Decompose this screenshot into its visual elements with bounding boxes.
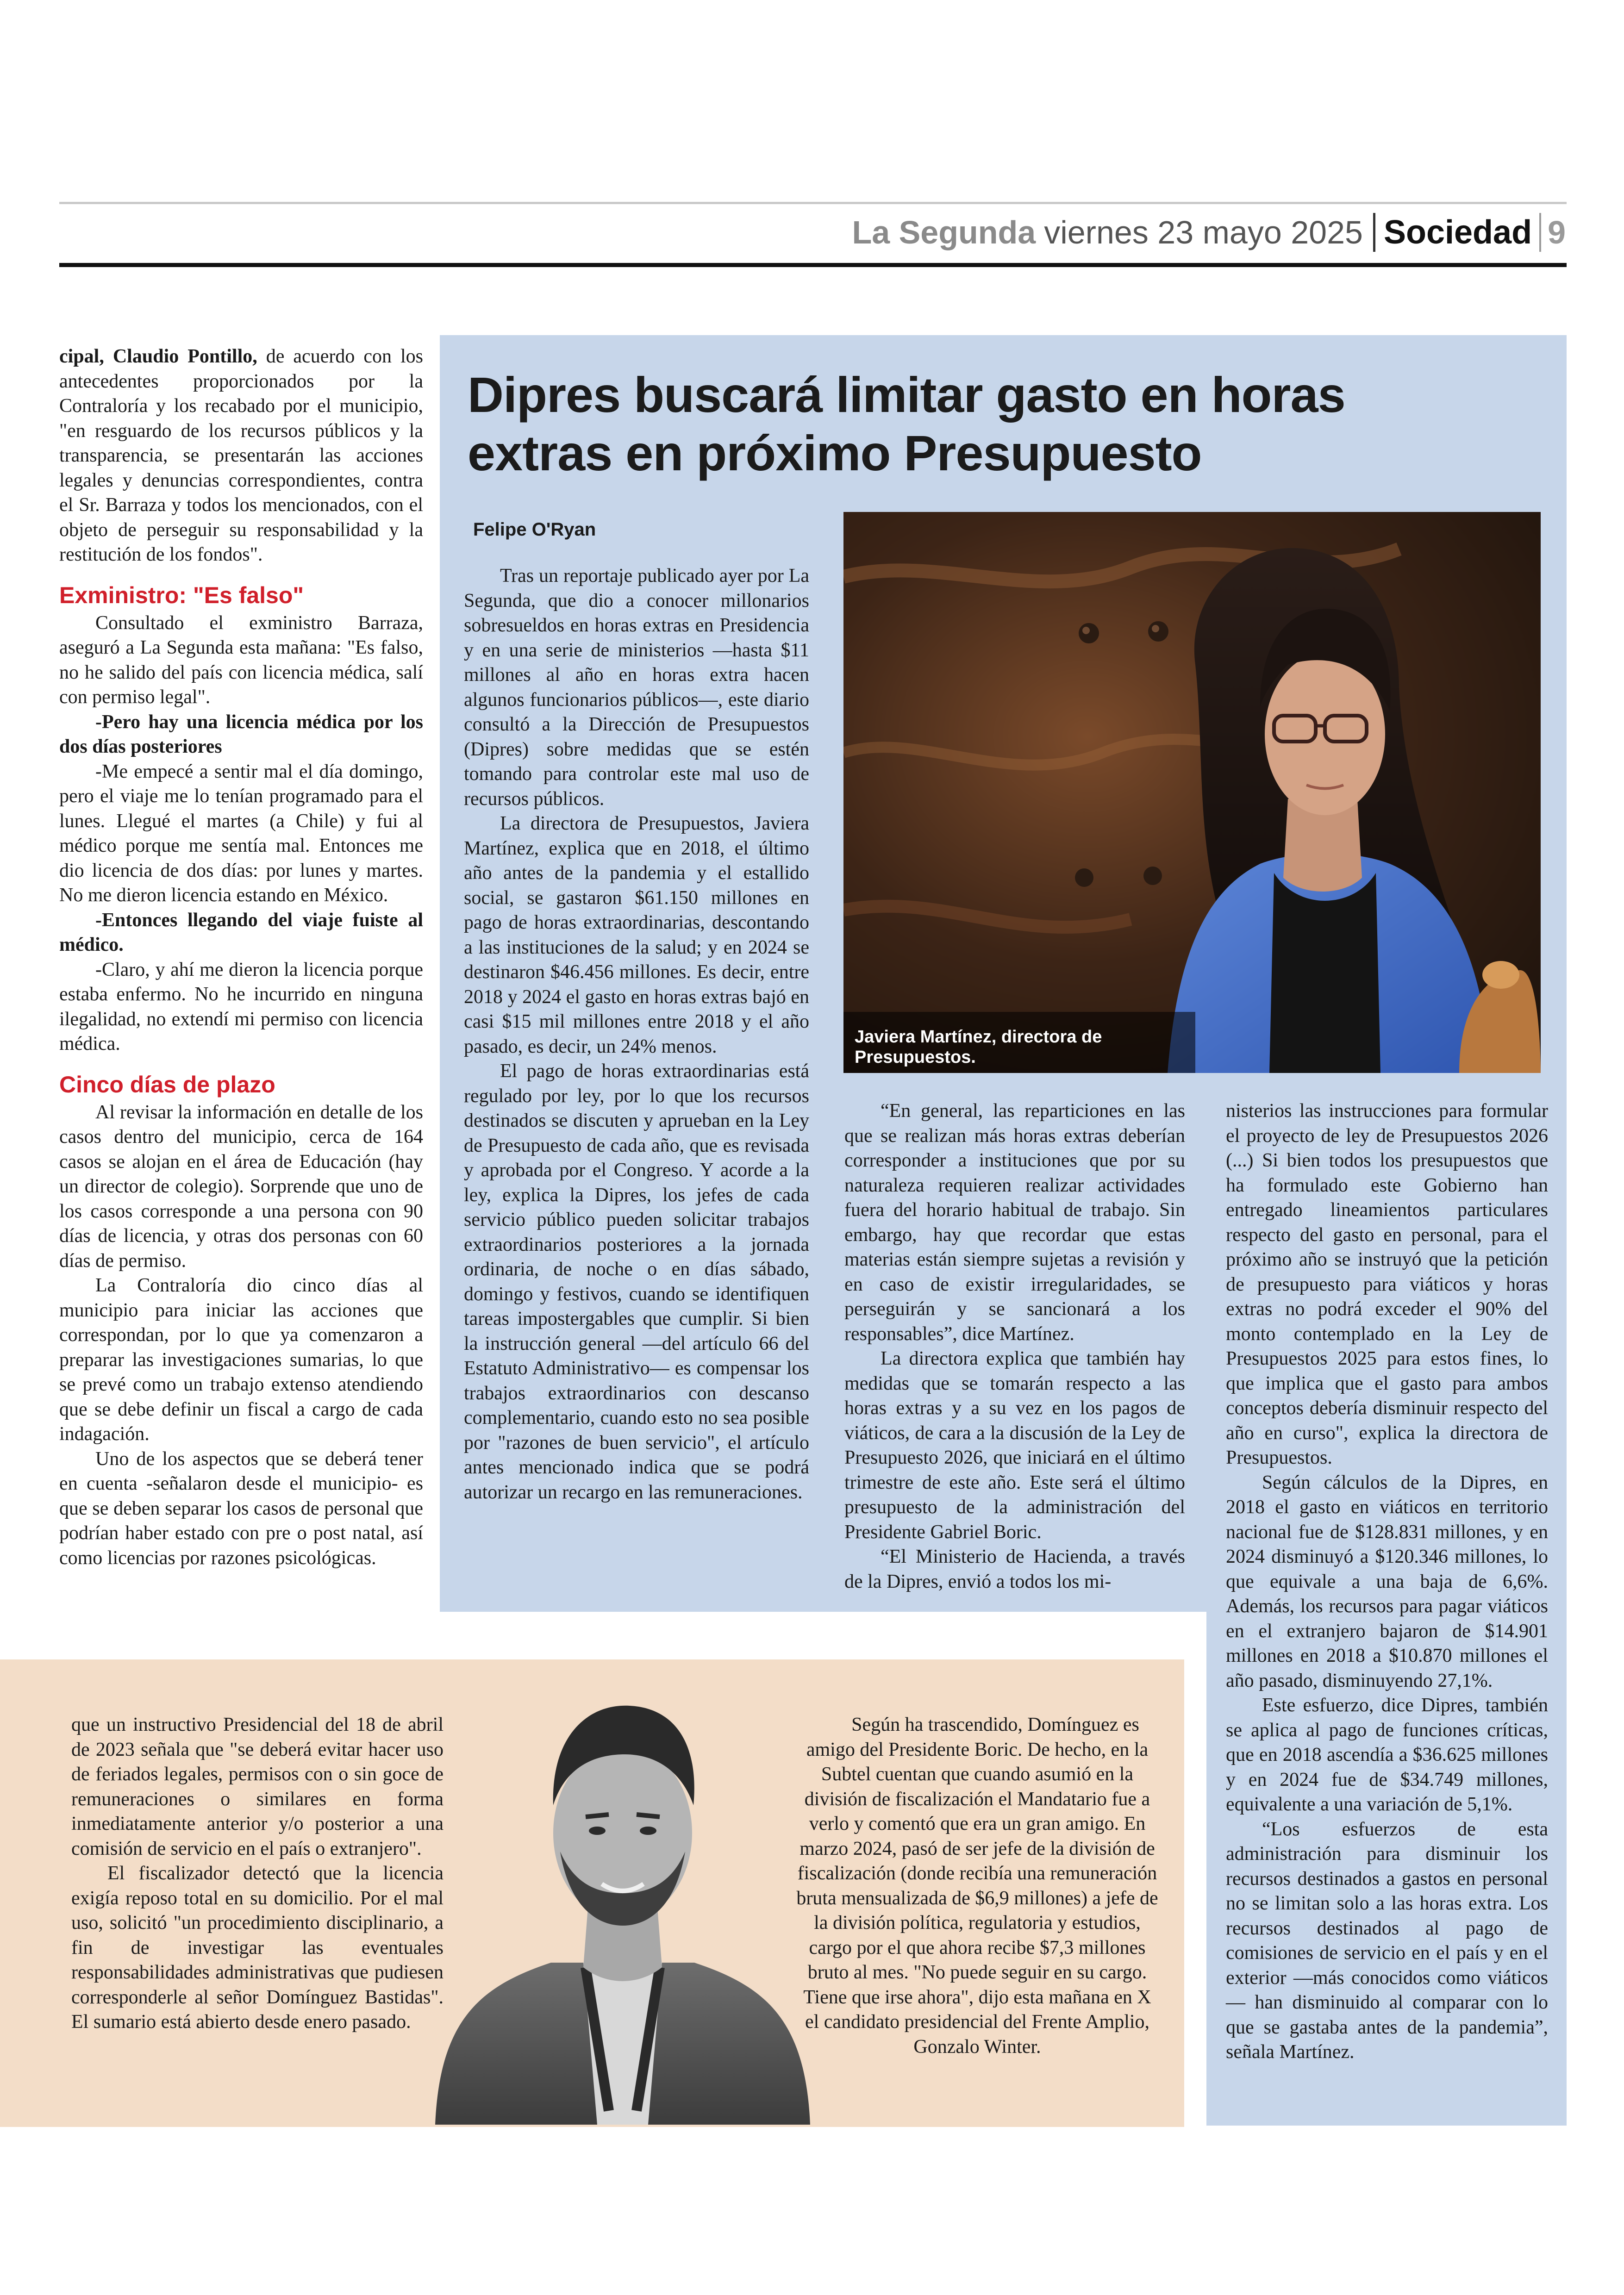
paragraph: El pago de horas extraordinarias está regulado por ley, por lo que los recursos destinados se discuten y aprueban en la Ley de Presupuesto de cada año, que es revisada y aprobada por el Congreso. Y acorde a la ley, explica la Dipres, los jefes de cada servicio público pueden solicitar trabajos extraordinarios posteriores a la jornada ordinaria, de noche o en días sábado, domingo y festivos, cuando se identifiquen tareas impostergables que cumplir. Si bien la instrucción general —del artículo 66 del Estatuto Administrativo— es compensar los trabajos extraordinarios con descanso complementario, cuando esto no sea posible por "razones de buen servicio", el artículo antes mencionado indica que se podrá autorizar un recargo en las remuneraciones.	[464, 1060, 809, 1503]
paragraph: Este esfuerzo, dice Dipres, también se aplica al pago de funciones críticas, que en 2018 ascendía a $36.625 millones y en 2024 fue de $34.749 millones, equivalente a una variación de 5,1%.	[1226, 1695, 1548, 1815]
article-column-3	[1226, 1099, 1548, 2065]
portrait-photo	[431, 1666, 815, 2125]
newspaper-name: La Segunda	[852, 214, 1036, 250]
photo-javiera-martinez	[843, 512, 1541, 1073]
related-story-left	[71, 1713, 443, 2035]
issue-date: viernes 23 mayo 2025	[1044, 214, 1363, 250]
byline: Felipe O'Ryan	[473, 519, 596, 540]
header-bottom-rule	[59, 263, 1567, 267]
paragraph: Consultado el exministro Barraza, aseguró a La Segunda esta mañana: "Es falso, no he salido del país con licencia médica, salí con permiso legal".	[59, 612, 423, 708]
left-column	[59, 344, 423, 1571]
paragraph: La directora explica que también hay medidas que se tomarán respecto a las horas extras y a su vez en los pagos de viáticos, de cara a la discusión de la Ley de Presupuesto 2026, que iniciará en el último trimestre de este año. Este será el último presupuesto de la administración del Presidente Gabriel Boric.	[844, 1348, 1185, 1543]
paragraph: Uno de los aspectos que se deberá tener en cuenta -señalaron desde el municipio- es que se deben separar los casos de personal que podrían haber estado con pre o post natal, así como licencias por razones psicológicas.	[59, 1448, 423, 1569]
related-story-right	[794, 1713, 1160, 2059]
intro-text: de acuerdo con los antecedentes proporcionados por la Contraloría y los recabado por el municipio, "en resguardo de los recursos públicos y la transparencia, se presentarán las acciones legales y denuncias correspondientes, contra el Sr. Barraza y todos los mencionados, con el objeto de perseguir su responsabilidad y la restitución de los fondos".	[59, 346, 423, 565]
header-divider-2	[1539, 213, 1541, 252]
subhead-exministro: Exministro: "Es falso"	[59, 582, 304, 608]
interview-answer: -Claro, y ahí me dieron la licencia porque estaba enfermo. No he incurrido en ninguna ilegalidad, no extendí mi permiso con licencia médica.	[59, 959, 423, 1054]
article-column-1	[464, 564, 809, 1505]
header-divider	[1373, 213, 1375, 252]
paragraph: que un instructivo Presidencial del 18 de abril de 2023 señala que "se deberá evitar hacer uso de feriados legales, permisos con o sin goce de remuneraciones o similares en forma inmediatamente anterior y/o posterior a una comisión de servicio en el país o extranjero".	[71, 1714, 443, 1859]
page-number: 9	[1548, 214, 1566, 250]
paragraph: Según cálculos de la Dipres, en 2018 el gasto en viáticos en territorio nacional fue de $128.831 millones, y en 2024 disminuyó a $120.346 millones, lo que equivale a una baja de 6,6%. Además, los recursos para pagar viáticos en el extranjero bajaron de $14.901 millones en 2018 a $10.870 millones el año pasado, disminuyendo 27,1%.	[1226, 1472, 1548, 1691]
paragraph: “Los esfuerzos de esta administración para disminuir los recursos destinados a gastos en personal no se limitan solo a las horas extra. Los recursos destinados al pago de comisiones de servicio en el país y en el exterior —más conocidos como viáticos— han disminuido al comparar con lo que se gastaba antes de la pandemia”, señala Martínez.	[1226, 1818, 1548, 2063]
paragraph: Al revisar la información en detalle de los casos dentro del municipio, cerca de 164 casos se alojan en el área de Educación (hay un director de colegio). Sorprende que uno de los casos corresponde a una persona con 90 días de licencia, y otras dos personas con 60 días de permiso.	[59, 1101, 423, 1272]
intro-bold: cipal, Claudio Pontillo,	[59, 346, 257, 367]
paragraph: La directora de Presupuestos, Javiera Martínez, explica que en 2018, el último año antes de la pandemia y el estallido social, se gastaron $61.150 millones en pago de horas extraordinarias, descontando a las instituciones de la salud; y en 2024 se destinaron $46.456 millones. Es decir, entre 2018 y 2024 el gasto en horas extras bajó en casi $15 mil millones entre 2018 y el año pasado, es decir, un 24% menos.	[464, 813, 809, 1057]
paragraph: “El Ministerio de Hacienda, a través de la Dipres, envió a todos los mi-	[844, 1546, 1185, 1592]
article-title: Dipres buscará limitar gasto en horas extras en próximo Presupuesto	[468, 367, 1345, 481]
section-name: Sociedad	[1383, 214, 1532, 251]
subhead-cinco-dias: Cinco días de plazo	[59, 1071, 275, 1098]
interview-answer: -Me empecé a sentir mal el día domingo, pero el viaje me lo tenían programado para el lunes. Llegué el martes (a Chile) y fui al médico porque me sentía mal. Entonces me dio licencia de dos días: por lunes y martes. No me dieron licencia estando en México.	[59, 761, 423, 906]
photo-dominguez	[431, 1666, 815, 2125]
paragraph: Tras un reportaje publicado ayer por La Segunda, que dio a conocer millonarios sobresueldos en horas extras en Presidencia y en una serie de ministerios —hasta $11 millones al año en horas extra hacen algunos funcionarios públicos—, este diario consultó a la Dirección de Presupuestos (Dipres) sobre medidas que se estén tomando para controlar este mal uso de recursos públicos.	[464, 565, 809, 810]
paragraph: Según ha trascendido, Domínguez es amigo del Presidente Boric. De hecho, en la Subtel cuentan que cuando asumió en la división de fiscalización el Mandatario fue a verlo y comentó que era un gran amigo. En marzo 2024, pasó de ser jefe de la división de fiscalización (donde recibía una remuneración bruta mensualizada de $6,9 millones) a jefe de la división política, regulatoria y estudios, cargo por el que ahora recibe $7,3 millones bruto al mes. "No puede seguir en su cargo. Tiene que irse ahora", dijo esta mañana en X el candidato presidencial del Frente Amplio, Gonzalo Winter.	[796, 1714, 1158, 2058]
interview-question: -Entonces llegando del viaje fuiste al médico.	[59, 909, 423, 955]
paragraph: El fiscalizador detectó que la licencia exigía reposo total en su domicilio. Por el mal uso, solicitó "un procedimiento disciplinario, a fin de investigar las eventuales responsabilidades administrativas que pudiesen corresponderle al señor Domínguez Bastidas". El sumario está abierto desde enero pasado.	[71, 1863, 443, 2033]
article-column-2	[844, 1099, 1185, 1594]
photo-caption: Javiera Martínez, directora de Presupuestos.	[855, 1027, 1102, 1067]
paragraph: nisterios las instrucciones para formular el proyecto de ley de Presupuestos 2026 (...) Si bien todos los presupuestos que ha formulado este Gobierno han entregado lineamientos particulares respecto del gasto en personal, para el próximo año se instruyó que la petición de presupuesto para viáticos y horas extras no podrá exceder el 90% del monto contemplado en la Ley de Presupuestos 2025 para estos fines, lo que implica que el gasto para ambos conceptos debería disminuir respecto del año en curso", explica la directora de Presupuestos.	[1226, 1100, 1548, 1468]
intro-paragraph	[59, 344, 423, 568]
paragraph: “En general, las reparticiones en las que se realizan más horas extras deberían corresponder a instituciones que por su naturaleza requieren realizar actividades fuera del horario habitual de trabajo. Sin embargo, hay que recordar que estas materias están siempre sujetas a revisión y en caso de existir irregularidades, se perseguirán y se sancionará a los responsables”, dice Martínez.	[844, 1100, 1185, 1345]
interview-question: -Pero hay una licencia médica por los dos días posteriores	[59, 711, 423, 757]
paragraph: La Contraloría dio cinco días al municipio para iniciar las acciones que correspondan, por lo que ya comenzaron a preparar las investigaciones sumarias, lo que se prevé como un trabajo extenso atendiendo que se debe definir un fiscal a cargo de cada indagación.	[59, 1275, 423, 1445]
page-header	[852, 209, 1566, 256]
header-top-rule	[59, 202, 1567, 204]
article-photo	[843, 512, 1541, 1073]
